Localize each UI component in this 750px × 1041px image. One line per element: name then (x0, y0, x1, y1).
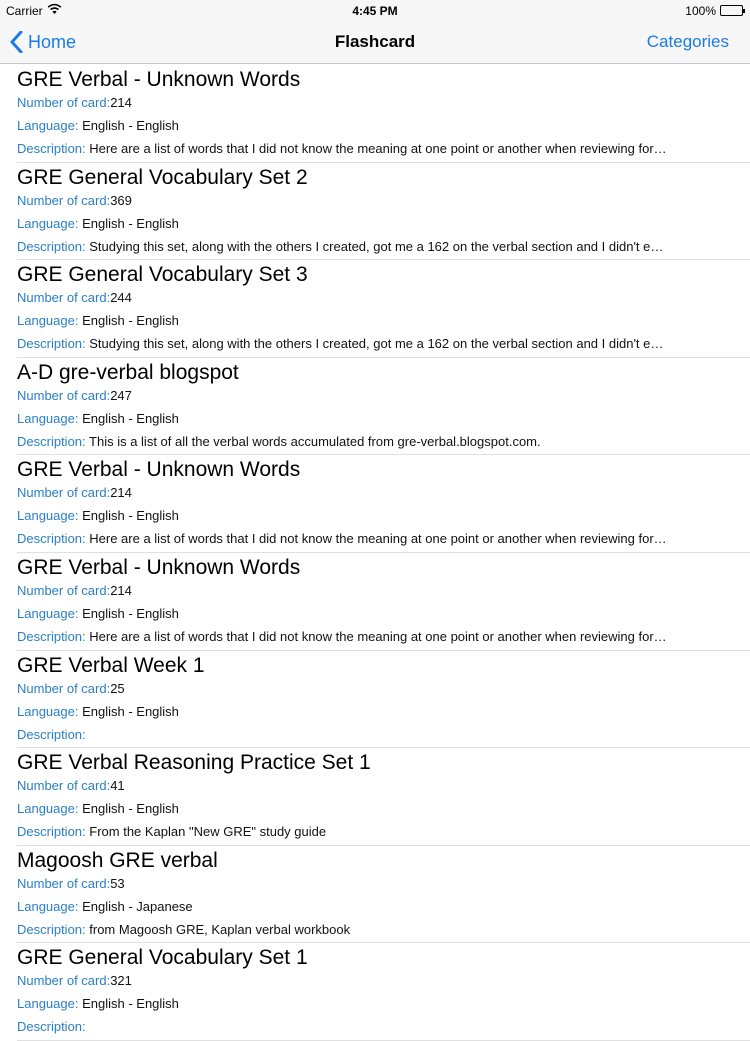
language-label: Language: (17, 118, 79, 133)
item-count-row (17, 193, 729, 208)
count-value: 214 (110, 95, 132, 110)
count-value: 53 (110, 875, 125, 891)
count-value: 214 (110, 582, 132, 598)
description-value: Here are a list of words that I did not know the meaning at one point or another when reviewing for… (89, 141, 667, 156)
language-value: English - English (82, 508, 179, 524)
count-label: Number of card: (17, 192, 111, 208)
item-language-row (17, 606, 729, 621)
list-item[interactable] (17, 358, 750, 456)
language-label: Language: (17, 215, 79, 231)
count-value: 25 (110, 680, 125, 696)
item-count-row (17, 876, 729, 891)
language-value: English - Japanese (82, 898, 193, 914)
language-label: Language: (17, 508, 79, 524)
item-title: GRE General Vocabulary Set 1 (17, 946, 308, 970)
item-language-row (17, 899, 729, 914)
language-value: English - English (82, 801, 179, 817)
item-language-row (17, 216, 729, 231)
status-time: 4:45 PM (352, 4, 398, 18)
language-value: English - English (82, 605, 179, 621)
item-count-row (17, 388, 729, 403)
description-label: Description: (17, 238, 86, 254)
item-title: GRE General Vocabulary Set 2 (17, 165, 308, 189)
battery-percent: 100% (685, 4, 716, 18)
count-label: Number of card: (17, 95, 111, 110)
description-value: Studying this set, along with the others I created, got me a 162 on the verbal section and I didn't e… (89, 336, 664, 352)
item-title: GRE Verbal - Unknown Words (17, 68, 301, 91)
language-label: Language: (17, 703, 79, 719)
item-title: Magoosh GRE verbal (17, 848, 218, 872)
list-item[interactable] (17, 943, 750, 1041)
language-value: English - English (82, 118, 179, 133)
item-description-row (17, 336, 729, 351)
item-description-row (17, 141, 729, 156)
count-label: Number of card: (17, 680, 111, 696)
count-value: 214 (110, 485, 132, 501)
count-value: 369 (110, 192, 132, 208)
item-language-row (17, 996, 729, 1011)
item-language-row (17, 313, 729, 328)
list-item[interactable] (17, 553, 750, 651)
language-value: English - English (82, 313, 179, 329)
count-label: Number of card: (17, 973, 111, 989)
count-label: Number of card: (17, 778, 111, 794)
item-description-row (17, 629, 729, 644)
item-count-row (17, 583, 729, 598)
count-value: 247 (110, 387, 132, 403)
language-label: Language: (17, 410, 79, 426)
count-label: Number of card: (17, 290, 111, 306)
language-label: Language: (17, 801, 79, 817)
description-value: Studying this set, along with the others I created, got me a 162 on the verbal section and I didn't e… (89, 238, 664, 254)
count-label: Number of card: (17, 875, 111, 891)
description-label: Description: (17, 141, 86, 156)
item-count-row (17, 485, 729, 500)
back-button-label: Home (28, 31, 77, 52)
item-language-row (17, 118, 729, 133)
status-bar (0, 0, 750, 20)
categories-button[interactable]: Categories (646, 32, 729, 51)
description-value: Here are a list of words that I did not know the meaning at one point or another when reviewing for… (89, 628, 667, 644)
count-label: Number of card: (17, 387, 111, 403)
list-item[interactable] (17, 65, 750, 163)
count-value: 41 (110, 778, 125, 794)
carrier-label: Carrier (6, 4, 43, 18)
item-language-row (17, 508, 729, 523)
description-value: Here are a list of words that I did not know the meaning at one point or another when reviewing for… (89, 531, 667, 547)
list-item[interactable] (17, 651, 750, 749)
item-count-row (17, 290, 729, 305)
item-description-row (17, 239, 729, 254)
description-label: Description: (17, 1019, 86, 1035)
description-label: Description: (17, 336, 86, 352)
item-description-row (17, 531, 729, 546)
list-item[interactable] (17, 163, 750, 261)
item-count-row (17, 681, 729, 696)
item-count-row (17, 973, 729, 988)
description-value: This is a list of all the verbal words accumulated from gre-verbal.blogspot.com. (89, 433, 541, 449)
item-title: GRE Verbal Reasoning Practice Set 1 (17, 751, 371, 775)
item-description-row (17, 922, 729, 937)
count-value: 244 (110, 290, 132, 306)
item-count-row (17, 95, 729, 110)
count-value: 321 (110, 973, 132, 989)
list-item[interactable] (17, 748, 750, 846)
language-value: English - English (82, 703, 179, 719)
page-title: Flashcard (334, 32, 416, 51)
language-value: English - English (82, 215, 179, 231)
flashcard-list (0, 65, 750, 1041)
item-count-row (17, 778, 729, 793)
item-language-row (17, 801, 729, 816)
list-item[interactable] (17, 260, 750, 358)
description-label: Description: (17, 628, 86, 644)
count-label: Number of card: (17, 582, 111, 598)
description-label: Description: (17, 726, 86, 742)
list-item[interactable] (17, 455, 750, 553)
count-label: Number of card: (17, 485, 111, 501)
description-label: Description: (17, 824, 86, 840)
item-description-row (17, 1019, 729, 1034)
item-title: GRE General Vocabulary Set 3 (17, 263, 308, 287)
item-description-row (17, 727, 729, 742)
item-title: GRE Verbal - Unknown Words (17, 555, 301, 579)
description-label: Description: (17, 433, 86, 449)
battery-icon (720, 5, 743, 16)
navigation-bar (0, 20, 750, 64)
item-language-row (17, 411, 729, 426)
language-label: Language: (17, 605, 79, 621)
item-description-row (17, 824, 729, 839)
language-value: English - English (82, 996, 179, 1012)
item-description-row (17, 434, 729, 449)
list-item[interactable] (17, 846, 750, 944)
item-title: GRE Verbal - Unknown Words (17, 458, 301, 482)
description-label: Description: (17, 921, 86, 937)
description-value: From the Kaplan "New GRE" study guide (89, 824, 327, 840)
language-label: Language: (17, 898, 79, 914)
description-label: Description: (17, 531, 86, 547)
language-value: English - English (82, 410, 179, 426)
item-language-row (17, 704, 729, 719)
description-value: from Magoosh GRE, Kaplan verbal workbook (89, 921, 351, 937)
item-title: GRE Verbal Week 1 (17, 653, 205, 677)
item-title: A-D gre-verbal blogspot (17, 360, 239, 384)
language-label: Language: (17, 996, 79, 1012)
language-label: Language: (17, 313, 79, 329)
